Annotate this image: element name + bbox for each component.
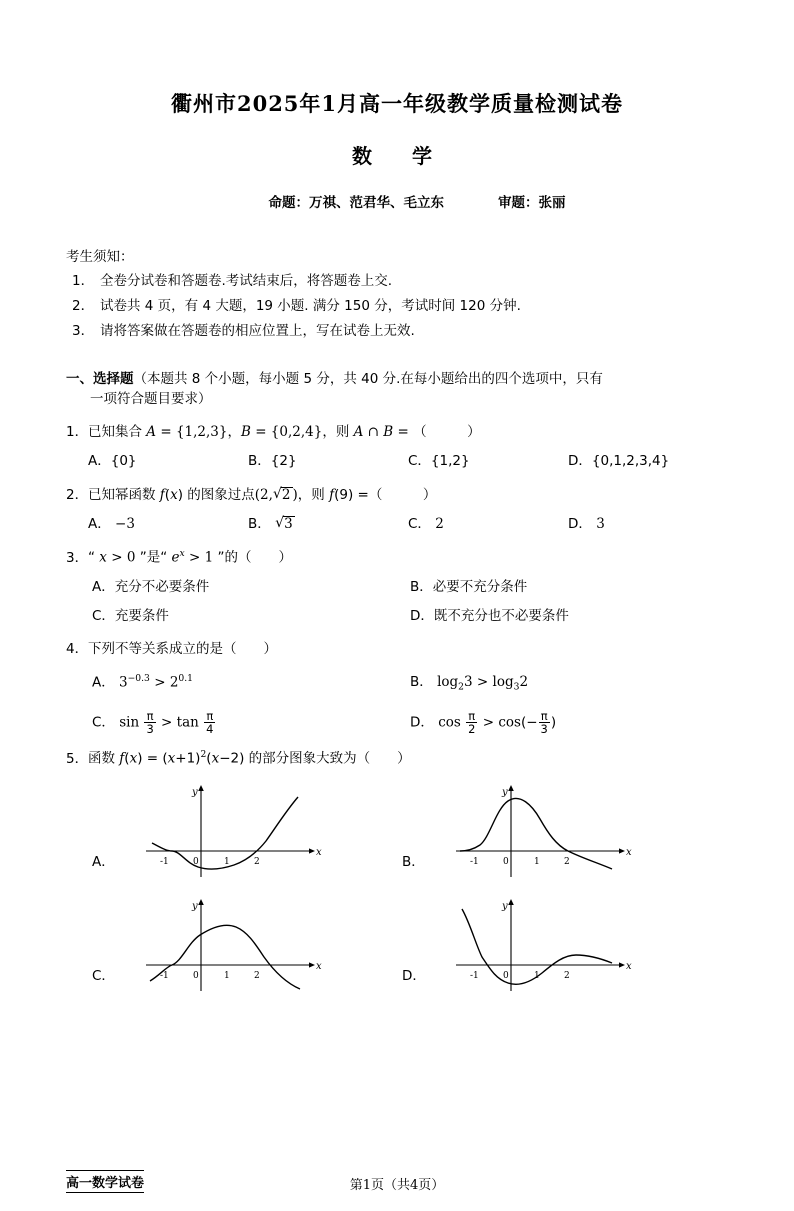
option-d[interactable]: D．既不充分也不必要条件 bbox=[410, 608, 569, 625]
question-4-text: 下列不等关系成立的是（ ） bbox=[88, 641, 277, 658]
svg-text:1: 1 bbox=[534, 970, 540, 981]
option-c-label: C． bbox=[92, 967, 115, 984]
svg-text:x: x bbox=[316, 846, 322, 858]
svg-text:x: x bbox=[626, 846, 632, 858]
question-1-number: 1． bbox=[66, 424, 89, 441]
option-c[interactable]: C． sin $\frac{\pi}{3}$ > tan $\frac{\pi}{4}$ bbox=[92, 709, 214, 737]
authors-line bbox=[66, 191, 728, 211]
svg-text:0: 0 bbox=[503, 970, 509, 981]
question-4 bbox=[66, 639, 728, 735]
notice-title: 考生须知： bbox=[66, 249, 134, 265]
list-item bbox=[72, 322, 728, 340]
question-4-stem bbox=[66, 639, 728, 659]
svg-text:-1: -1 bbox=[470, 856, 479, 867]
option-a[interactable]: A．{0} bbox=[88, 453, 137, 470]
question-3-number: 3． bbox=[66, 549, 89, 566]
svg-text:y: y bbox=[502, 900, 508, 912]
authors-reviewer: 审题：张丽 bbox=[498, 195, 566, 211]
svg-text:2: 2 bbox=[254, 856, 260, 867]
graph-option-c[interactable] bbox=[92, 893, 402, 1003]
svg-text:1: 1 bbox=[224, 856, 230, 867]
svg-text:2: 2 bbox=[564, 970, 570, 981]
question-3 bbox=[66, 547, 728, 626]
svg-text:-1: -1 bbox=[160, 970, 169, 981]
footer-page-number: 第1页（共4页） bbox=[349, 1178, 445, 1193]
question-3-options-row-2 bbox=[66, 606, 728, 626]
question-4-number: 4． bbox=[66, 641, 89, 658]
question-2 bbox=[66, 485, 728, 535]
svg-text:2: 2 bbox=[254, 970, 260, 981]
question-1-options bbox=[66, 451, 728, 471]
option-a[interactable]: A．充分不必要条件 bbox=[92, 578, 210, 595]
svg-text:1: 1 bbox=[224, 970, 230, 981]
svg-text:-1: -1 bbox=[160, 856, 169, 867]
section-heading bbox=[66, 369, 728, 410]
option-a[interactable]: A． $3^{-0.3} > 2^{0.1}$ bbox=[92, 672, 193, 691]
notice-text: 试卷共 4 页，有 4 大题，19 小题. 满分 150 分，考试时间 120 分钟. bbox=[100, 298, 521, 315]
question-5-number: 5． bbox=[66, 750, 89, 767]
question-5-graphs bbox=[66, 779, 728, 1003]
q1-suffix: ，则 bbox=[322, 424, 350, 441]
svg-text:x: x bbox=[316, 960, 322, 972]
svg-text:2: 2 bbox=[564, 856, 570, 867]
question-2-options bbox=[66, 514, 728, 534]
svg-text:0: 0 bbox=[193, 970, 199, 981]
option-d[interactable]: D． cos $\frac{\pi}{2}$ > cos(− $\frac{\pi}{3}$ ) bbox=[410, 709, 557, 737]
footer-left: 高一数学试卷 bbox=[66, 1170, 144, 1193]
question-1 bbox=[66, 422, 728, 472]
graph-d bbox=[436, 893, 651, 1003]
graph-option-d[interactable] bbox=[402, 893, 712, 1003]
graph-option-a[interactable] bbox=[92, 779, 402, 889]
option-c[interactable]: C． 2 bbox=[408, 515, 444, 532]
list-item bbox=[72, 297, 728, 315]
svg-text:-1: -1 bbox=[470, 970, 479, 981]
question-5 bbox=[66, 748, 728, 1003]
notice-number: 2． bbox=[72, 298, 95, 315]
option-b[interactable]: B． $\log_23 > \log_32$ bbox=[410, 673, 529, 693]
exam-page bbox=[0, 88, 794, 1211]
svg-text:x: x bbox=[626, 960, 632, 972]
option-b[interactable]: B．{2} bbox=[248, 453, 297, 470]
option-b-label: B． bbox=[402, 853, 425, 870]
graph-c bbox=[126, 893, 341, 1003]
option-d[interactable]: D．{0,1,2,3,4} bbox=[568, 453, 670, 470]
q1-paren: （ ） bbox=[413, 424, 481, 441]
svg-text:y: y bbox=[192, 786, 198, 798]
question-4-options-row-2 bbox=[66, 710, 728, 735]
notice-text: 全卷分试卷和答题卷.考试结束后，将答题卷上交. bbox=[100, 273, 393, 289]
graph-a bbox=[126, 779, 341, 889]
graph-row-1 bbox=[92, 779, 728, 889]
option-d[interactable]: D． 3 bbox=[568, 515, 605, 532]
option-c[interactable]: C．充要条件 bbox=[92, 608, 169, 625]
section-desc-2: 一项符合题目要求） bbox=[90, 390, 212, 407]
notice-text: 请将答案做在答题卷的相应位置上，写在试卷上无效. bbox=[100, 323, 415, 340]
authors-composers: 命题：万祺、范君华、毛立东 bbox=[268, 195, 444, 211]
option-b[interactable]: B．必要不充分条件 bbox=[410, 578, 528, 595]
notice-number: 3． bbox=[72, 323, 95, 340]
page-title: 衢州市2025年1月高一年级教学质量检测试卷 bbox=[170, 91, 624, 116]
option-a[interactable]: A． −3 bbox=[88, 515, 135, 532]
graph-option-b[interactable] bbox=[402, 779, 712, 889]
option-b[interactable]: B． √ 3 bbox=[248, 514, 408, 534]
question-1-stem: 1． 已知集合 A = {1,2,3}，B = {0,2,4}，则 A ∩ B = （ ） bbox=[66, 422, 728, 442]
svg-text:1: 1 bbox=[534, 856, 540, 867]
question-2-number: 2． bbox=[66, 486, 89, 503]
q1-set-a: A bbox=[146, 424, 157, 441]
subject-title: 数 学 bbox=[352, 144, 442, 168]
svg-text:0: 0 bbox=[503, 856, 509, 867]
option-c[interactable]: C．{1,2} bbox=[408, 453, 470, 470]
svg-text:y: y bbox=[502, 786, 508, 798]
question-5-stem: 5． 函数 $f(x) = (x+1)^2(x-2)$ 的部分图象大致为（ ） bbox=[66, 748, 728, 769]
notice-list bbox=[66, 272, 728, 341]
question-3-stem: 3． “ x > 0 ”是“ $e^x > 1$ ”的（ ） bbox=[66, 547, 728, 568]
svg-text:0: 0 bbox=[193, 856, 199, 867]
q1-set-b: B bbox=[240, 424, 251, 441]
section-label: 一、选择题 bbox=[66, 370, 134, 387]
svg-text:y: y bbox=[192, 900, 198, 912]
page-footer bbox=[66, 1174, 728, 1193]
graph-row-2 bbox=[92, 893, 728, 1003]
question-2-stem: 2． 已知幂函数 f(x) 的图象过点(2, √ 2 )，则 f(9) =（ ） bbox=[66, 485, 728, 505]
list-item bbox=[72, 272, 728, 290]
question-3-options-row-1 bbox=[66, 577, 728, 597]
q1-prefix: 已知集合 bbox=[88, 424, 142, 441]
option-a-label: A． bbox=[92, 853, 115, 870]
section-desc: （本题共 8 个小题，每小题 5 分，共 40 分.在每小题给出的四个选项中，只有 bbox=[133, 370, 603, 387]
notice-number: 1． bbox=[72, 273, 95, 289]
graph-b bbox=[436, 779, 651, 889]
option-d-label: D． bbox=[402, 967, 426, 984]
question-4-options-row-1 bbox=[66, 672, 728, 694]
